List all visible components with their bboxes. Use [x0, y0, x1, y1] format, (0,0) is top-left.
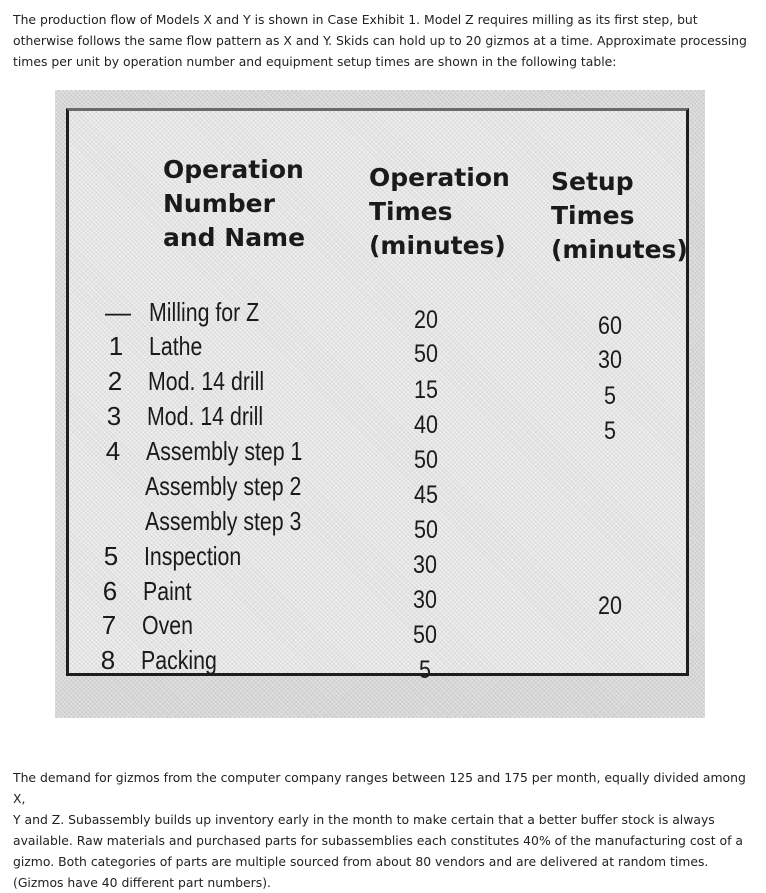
operation-number: 3	[106, 401, 122, 431]
setup-time: 30	[598, 346, 622, 374]
operation-name: Assembly step 3	[145, 506, 302, 536]
operation-name: Milling for Z	[149, 297, 260, 327]
intro-paragraph	[13, 9, 753, 72]
operation-number: 1	[108, 331, 124, 361]
operation-time: 50	[414, 340, 438, 368]
header-line: Operation	[369, 163, 510, 192]
operations-table	[66, 108, 689, 684]
demand-line: (Gizmos have 40 different part numbers).	[13, 875, 271, 890]
demand-line: Y and Z. Subassembly builds up inventory early in the month to make certain that a better buffer stock is always	[13, 812, 715, 827]
header-line: Times	[369, 197, 453, 226]
demand-line: gizmo. Both categories of parts are multiple sourced from about 80 vendors and are delivered at random times.	[13, 854, 709, 869]
operation-time: 30	[413, 551, 437, 579]
operation-number: 2	[107, 366, 123, 396]
operation-time: 20	[414, 306, 438, 334]
setup-time: 60	[598, 312, 622, 340]
operation-name: Assembly step 2	[145, 471, 302, 501]
operation-time: 50	[413, 621, 437, 649]
intro-line: otherwise follows the same flow pattern as X and Y. Skids can hold up to 20 gizmos at a time. Approximate processing	[13, 33, 747, 48]
header-line: (minutes)	[551, 235, 688, 264]
operation-time: 30	[413, 586, 437, 614]
operation-number: 5	[103, 541, 119, 571]
header-operation-number-name	[163, 153, 305, 255]
intro-line: The production flow of Models X and Y is shown in Case Exhibit 1. Model Z requires milling as its first step, but	[13, 12, 698, 27]
header-line: (minutes)	[369, 231, 506, 260]
header-line: Operation	[163, 155, 304, 184]
setup-time: 5	[604, 382, 616, 410]
demand-line: The demand for gizmos from the computer company ranges between 125 and 175 per month, equally divided among X,	[13, 770, 746, 806]
operation-name: Mod. 14 drill	[147, 401, 264, 431]
operation-time: 50	[414, 516, 438, 544]
scanned-table-image	[55, 90, 705, 718]
operation-number: 4	[105, 436, 121, 466]
operation-time: 5	[419, 656, 431, 684]
operation-name: Lathe	[149, 331, 203, 361]
operation-time: 45	[414, 481, 438, 509]
demand-paragraph	[13, 767, 753, 893]
operation-name: Oven	[142, 610, 193, 640]
header-line: Times	[551, 201, 635, 230]
header-operation-times	[369, 161, 510, 263]
operation-name: Assembly step 1	[146, 436, 303, 466]
operation-name: Packing	[141, 645, 217, 675]
operation-name: Inspection	[144, 541, 242, 571]
operation-name: Paint	[143, 576, 192, 606]
operation-time: 50	[414, 446, 438, 474]
header-line: Number	[163, 189, 275, 218]
operation-time: 15	[414, 376, 438, 404]
operation-name: Mod. 14 drill	[148, 366, 265, 396]
header-line: Setup	[551, 167, 634, 196]
header-line: and Name	[163, 223, 306, 252]
operation-time: 40	[414, 411, 438, 439]
setup-time: 20	[598, 592, 622, 620]
operation-number: 6	[102, 576, 118, 606]
intro-line: times per unit by operation number and equipment setup times are shown in the following table:	[13, 54, 617, 69]
header-setup-times	[551, 165, 688, 267]
demand-line: available. Raw materials and purchased parts for subassemblies each constitutes 40% of the manufacturing cost of a	[13, 833, 743, 848]
operation-number: —	[105, 297, 131, 327]
operation-number: 7	[101, 610, 117, 640]
setup-time: 5	[604, 417, 616, 445]
operation-number: 8	[100, 645, 116, 675]
